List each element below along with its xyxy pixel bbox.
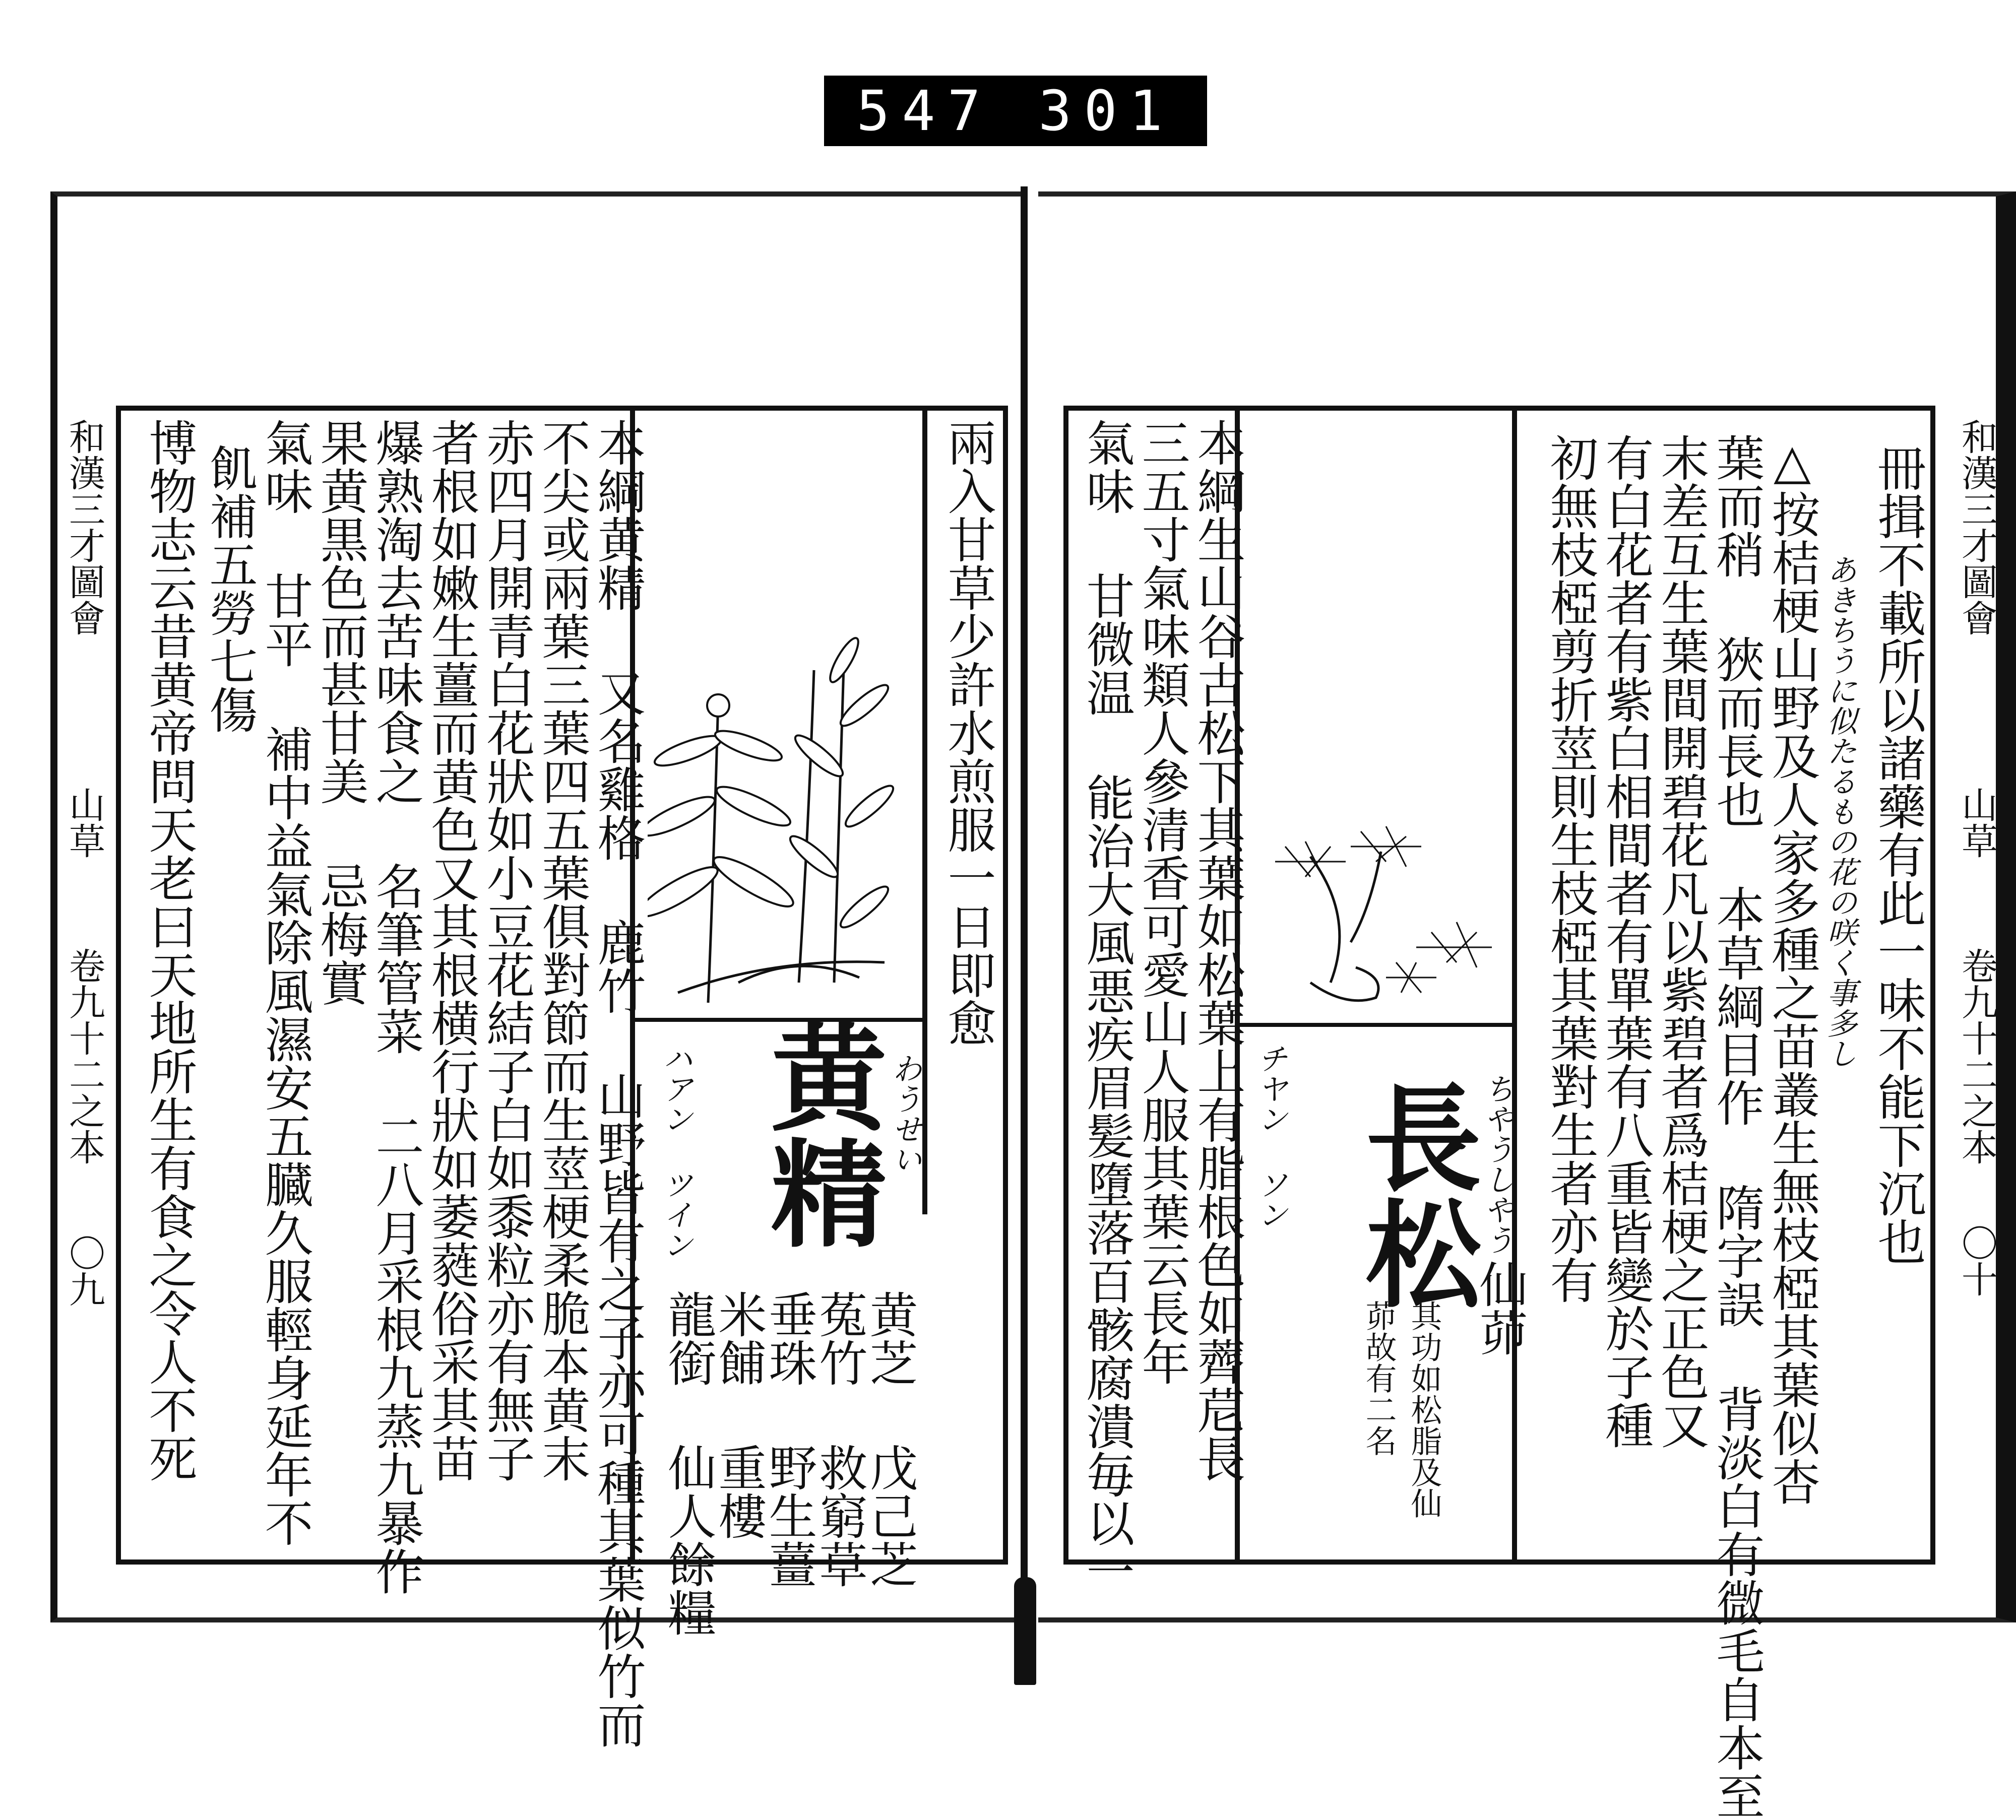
huangjing-heading: 黄精 [751,1018,887,1250]
changsong-body-col-2: 三五寸氣味類人參清香可愛山人服其葉云長年 [1134,418,1190,1386]
huangjing-alias-4: 米餔 重樓 [711,1290,767,1540]
huangjing-alias-2: 菟竹 救窮草 [811,1290,868,1588]
jiegeng-text-col-1: 冊揖不載所以諸藥有此一味不能下沉也 [1870,443,1926,1266]
right-margin-volume: 卷九十二之本 [1956,947,1998,1165]
left-top-text: 兩入甘草少許水煎服一日即愈 [940,418,996,1047]
left-margin-title: 和漢三才圖會 [63,418,105,636]
huangjing-plant-illustration [648,630,920,1013]
left-margin-volume: 卷九十二之本 [63,947,105,1165]
changsong-body-col-1: 本綱生山谷古松下其葉如松葉上有脂根色如薺苨長 [1189,418,1246,1482]
huangjing-alias-5: 龍銜 仙人餘糧 [660,1290,717,1637]
huangjing-body-col-3: 赤四月開青白花狀如小豆花結子白如黍粒亦有無子 [479,418,535,1482]
jiegeng-text-col-3: 葉而稍 狹而長也 本草綱目作 隋字誤 背淡白有微毛自本至 [1709,433,1765,1820]
changsong-alias: 仙茆 [1472,1260,1528,1356]
changsong-plant-illustration [1255,816,1507,1018]
changsong-heading: 長松 [1346,1078,1482,1310]
huangjing-body-col-1: 本綱黄精 又名雞格 鹿竹 山野皆有之子亦可種其葉似竹而 [590,418,646,1748]
jiegeng-text-col-2: △按桔梗山野及人家多種之苗叢生無枝椏其葉似杏 [1764,433,1820,1506]
huangjing-body-col-9: 博物志云昔黄帝問天老曰天地所生有食之令人不死 [141,418,198,1482]
huangjing-reading-kana: わうせい [887,1053,922,1174]
right-figure-bottom-rule [1240,1023,1512,1027]
huangjing-body-col-6: 果黄黒色而甚甘美 忌梅實 [312,418,369,1007]
jiegeng-text-col-5: 有白花者有紫白相間者有單葉有八重皆變於子種 [1598,433,1654,1449]
changsong-body-col-3: 氣味 甘微温 能治大風悪疾眉髪墮落百骸腐潰毎以一 [1079,418,1135,1595]
changsong-alias-note: 其功如松脂及仙茆故有二名 [1360,1300,1442,1519]
jiegeng-text-col-6: 初無枝椏剪折莖則生枝椏其葉對生者亦有 [1542,433,1599,1304]
huangjing-body-col-2: 不尖或兩葉三葉四五葉俱對節而生莖梗柔脆本黄末 [534,418,591,1482]
right-margin-page: 〇十 [1956,1224,1998,1297]
jiegeng-kana-note: あきちうに似たるもの花の咲く事多し [1822,554,1857,1068]
left-margin-page: 〇九 [63,1234,105,1307]
huangjing-body-col-5: 爆熟淘去苦味食之 名筆管菜 二八月采根九蒸九暴作 [368,418,424,1595]
jiegeng-text-col-4: 末差互生葉間開碧花凡以紫碧者爲桔梗之正色又 [1653,433,1710,1449]
huangjing-body-col-4: 者根如嫩生薑而黄色又其根横行狀如萎蕤俗采其苗 [423,418,480,1482]
huangjing-body-col-8: 飢補五勞七傷 [202,443,258,734]
bookmark-tassel [1014,1577,1036,1685]
right-main-rule [1512,408,1517,1562]
book-binding [1021,186,1028,1587]
huangjing-alias-3: 垂珠 野生薑 [761,1290,817,1588]
huangjing-reading-chinese: ハアン ツイン [658,1043,693,1260]
changsong-reading-chinese: チヤン ソン [1252,1043,1288,1229]
call-number-label [824,76,1207,146]
right-margin-title: 和漢三才圖會 [1956,418,1998,636]
left-margin-section: 山草 [63,786,105,859]
right-margin-section: 山草 [1956,786,1998,859]
huangjing-body-col-7: 氣味 甘平 補中益氣除風濕安五臓久服輕身延年不 [257,418,313,1547]
call-number-text: 547 301 [856,79,1175,143]
changsong-reading-kana: ちやうしやう [1479,1073,1515,1255]
huangjing-alias-1: 黄芝 戊己芝 [862,1290,918,1588]
